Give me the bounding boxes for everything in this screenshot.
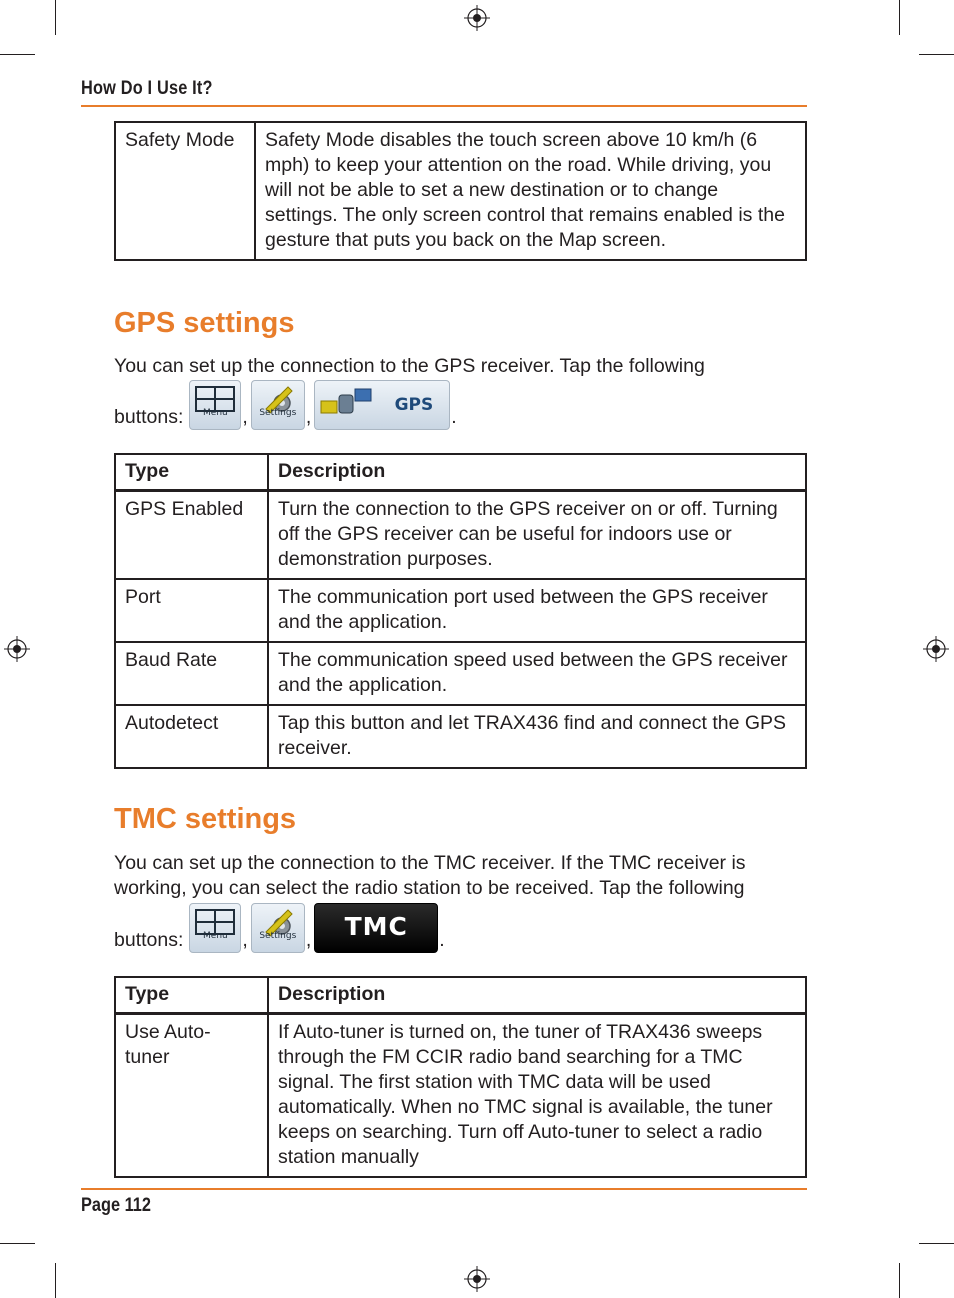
tmc-settings-heading: TMC settings [114,803,297,835]
buttons-label: buttons: [114,406,184,428]
table-row [115,491,806,580]
menu-button[interactable] [189,903,241,953]
registration-mark-icon [464,5,490,31]
button-caption: Menu [203,408,228,418]
table-row [115,122,806,260]
column-header-description: Description [268,454,806,491]
safety-mode-table [114,121,807,261]
button-caption: GPS [394,395,434,415]
column-header-type: Type [115,977,268,1014]
type-cell: Baud Rate [115,642,268,705]
table-header-row [115,977,806,1014]
tmc-intro: You can set up the connection to the TMC receiver. If the TMC receiver is working, you can select the radio station to be received. Tap the following [114,852,746,899]
gps-intro: You can set up the connection to the GPS receiver. Tap the following [114,355,705,377]
table-row [115,642,806,705]
type-cell: Safety Mode [115,122,255,260]
description-cell: If Auto-tuner is turned on, the tuner of TRAX436 sweeps through the FM CCIR radio band searching for a TMC signal. The first station with TMC data will be used automatically. When no TMC signal is available, the tuner keeps on searching. Turn off Auto-tuner to select a radio station manually [268,1014,806,1178]
table-header-row [115,454,806,491]
menu-button[interactable] [189,380,241,430]
registration-mark-icon [464,1266,490,1292]
column-header-type: Type [115,454,268,491]
crop-mark [0,54,35,55]
page-number: Page 112 [81,1195,151,1216]
table-row [115,1014,806,1178]
footer-rule [81,1188,807,1190]
type-cell: Autodetect [115,705,268,768]
description-cell: Turn the connection to the GPS receiver on or off. Turning off the GPS receiver can be useful for indoors use or demonstration purposes. [268,491,806,580]
registration-mark-icon [923,636,949,662]
crop-mark [0,1243,35,1244]
header-rule [81,105,807,107]
tmc-button-path: buttons: Menu , Settings , TMC . [114,903,445,953]
settings-button[interactable] [251,380,305,430]
tmc-settings-table [114,976,807,1178]
column-header-description: Description [268,977,806,1014]
type-cell: Port [115,579,268,642]
crop-mark [55,0,56,35]
crop-mark [55,1263,56,1298]
type-cell: GPS Enabled [115,491,268,580]
crop-mark [899,1263,900,1298]
gps-button-path: buttons: Menu , Settings , GPS . [114,380,457,430]
description-cell: Safety Mode disables the touch screen above 10 km/h (6 mph) to keep your attention on the road. While driving, you will not be able to set a new destination or to change settings. The only screen control that remains enabled is the gesture that puts you back on the Map screen. [255,122,806,260]
tmc-icon: TMC [344,912,408,941]
table-row [115,705,806,768]
crop-mark [919,54,954,55]
crop-mark [919,1243,954,1244]
button-caption: Settings [259,408,297,418]
buttons-label: buttons: [114,929,184,951]
tmc-button[interactable] [314,903,438,953]
crop-mark [899,0,900,35]
settings-button[interactable] [251,903,305,953]
gps-satellite-icon [317,381,377,429]
description-cell: Tap this button and let TRAX436 find and connect the GPS receiver. [268,705,806,768]
gps-settings-table [114,453,807,769]
button-caption: Menu [203,931,228,941]
table-row [115,579,806,642]
registration-mark-icon [4,636,30,662]
description-cell: The communication port used between the GPS receiver and the application. [268,579,806,642]
button-caption: Settings [259,931,297,941]
running-header: How Do I Use It? [81,78,213,99]
gps-settings-heading: GPS settings [114,307,295,339]
type-cell: Use Auto-tuner [115,1014,268,1178]
gps-button[interactable] [314,380,450,430]
description-cell: The communication speed used between the GPS receiver and the application. [268,642,806,705]
